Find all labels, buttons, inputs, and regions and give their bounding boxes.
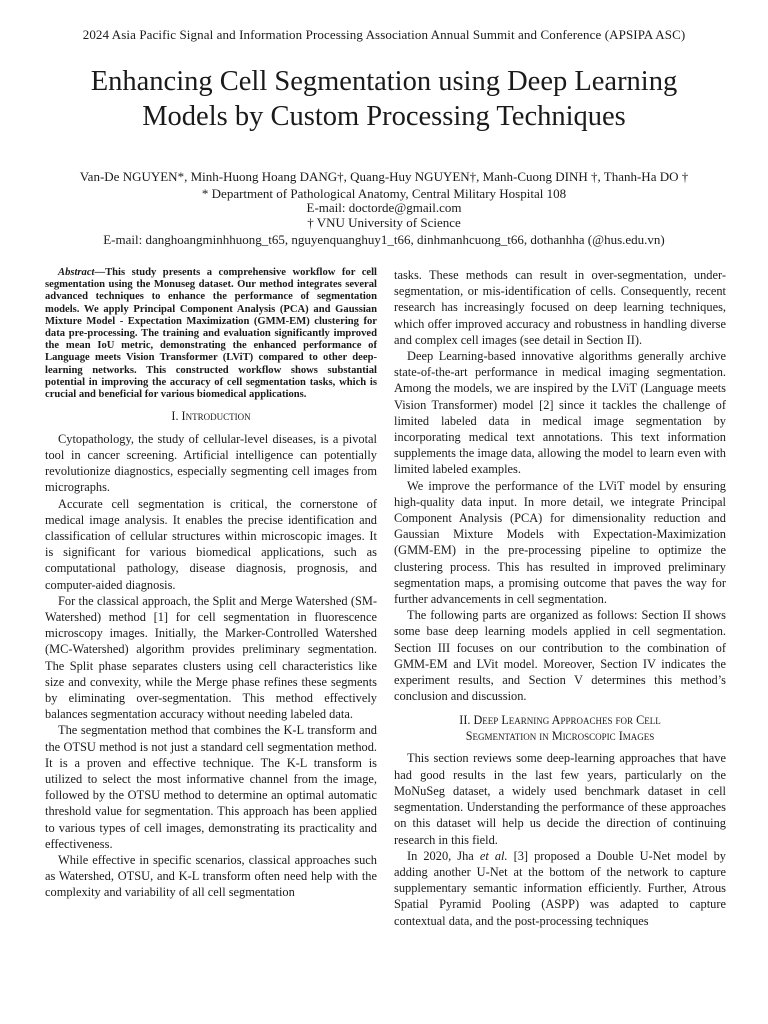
paper-title bbox=[40, 64, 728, 134]
intro-paragraph: We improve the performance of the LViT model by ensuring high-quality data input. In more detail, we integrate Principal Component Analysis (PCA) for dimensionality reduction and Gaussian Mixture Models with Expectation-Maximization (GMM-EM) in the pre-processing pipeline to optimize the clustering process. This has resulted in improved preliminary segmentation maps, a promising outcome that paves the way for further advancements in cell segmentation. bbox=[394, 478, 726, 607]
intro-paragraph-continued: tasks. These methods can result in over-segmentation, under-segmentation, or mis-identification of cells. Consequently, recent research has increasingly focused on deep learning techniques, which offer improved accuracy and robustness in handling diverse and complex cell images (see detail in Section II). bbox=[394, 268, 726, 347]
affiliation-2: † VNU University of Science bbox=[307, 215, 461, 230]
abstract-label: Abstract bbox=[58, 267, 95, 278]
section2-paragraph bbox=[394, 848, 726, 929]
intro-paragraph: The following parts are organized as follows: Section II shows some base deep learning models applied in cell segmentation. Section III focuses on our contribution to the combination of GMM-EM and LVit model. Moreover, Section IV indicates the experiment results, and Section V determines this method’s conclusion and discussion. bbox=[394, 608, 726, 704]
intro-paragraph: For the classical approach, the Split and Merge Watershed (SM-Watershed) method [1] for cell segmentation in fluorescence microscopy images. Initially, the Marker-Controlled Watershed (MC-Watershed) algorithm provides preliminary segmentation. The Split phase separates clusters using cell characteristics like size and convexity, while the Merge phase refines these segments by eliminating over-segmentation. This method effectively balances segmentation accuracy without needing labeled data. bbox=[45, 593, 377, 722]
intro-paragraph: Accurate cell segmentation is critical, the cornerstone of medical image analysis. It enables the precise identification and classification of cellular structures within microscopic images. It is significant for various biomedical applications, such as computational pathology, disease diagnosis, prognosis, and computer-aided diagnosis. bbox=[45, 496, 377, 592]
email-1: E-mail: doctorde@gmail.com bbox=[306, 200, 462, 215]
section-heading-deep-learning bbox=[394, 713, 726, 744]
section2-paragraph: This section reviews some deep-learning approaches that have had good results in the last few years, particularly on the MoNuSeg dataset, a widely used benchmark dataset in cell segmentation. Understanding the performance of these approaches on this dataset will help us decide the direction of continuing research in this field. bbox=[394, 751, 726, 847]
affiliation-1: * Department of Pathological Anatomy, Central Military Hospital 108 bbox=[201, 186, 567, 201]
intro-paragraph: Cytopathology, the study of cellular-level diseases, is a pivotal tool in cancer screening. Artificial intelligence can potentially revolutionize diagnostics, especially segmenting cell images from micrographs. bbox=[45, 431, 377, 495]
abstract bbox=[45, 267, 377, 401]
section-heading-line-2: Segmentation in Microscopic Images bbox=[465, 728, 655, 743]
title-line-1: Enhancing Cell Segmentation using Deep Learning bbox=[90, 66, 678, 97]
section-heading-line-1: II. Deep Learning Approaches for Cell bbox=[459, 713, 661, 728]
conference-header: 2024 Asia Pacific Signal and Information Processing Association Annual Summit and Conference (APSIPA ASC) bbox=[82, 27, 686, 42]
email-2: E-mail: danghoangminhhuong_t65, nguyenquanghuy1_t66, dinhmanhcuong_t66, dothanhha (@hus.edu.vn) bbox=[103, 232, 665, 247]
title-line-2: Models by Custom Processing Techniques bbox=[142, 101, 626, 132]
intro-paragraph: The segmentation method that combines the K-L transform and the OTSU method is not just a standard cell segmentation method. It is a proven and effective technique. The K-L transform is utilized to select the most informative channel from the image, followed by the OTSU method to determine an optimal automatic threshold value for segmentation. This approach has been applied to various types of cell images, demonstrating its practicality and effectiveness. bbox=[45, 723, 377, 851]
abstract-text: —This study presents a comprehensive workflow for cell segmentation using the Monuseg dataset. Our method integrates several advanced techniques to enhance the performance of segmentation models. We apply Principal Component Analysis (PCA) and Gaussian Mixture Model - Expectation Maximization (GMM-EM) clustering for data pre-processing. The training and evaluation significantly improved the mean IoU metric, demonstrating the enhanced performance of Language meets Vision Transformer (LViT) compared to other deep-learning networks. This constructed workflow shows substantial potential in improving the accuracy of cell segmentation tasks, which is crucial and beneficial for various biomedical applications. bbox=[45, 267, 377, 401]
right-column bbox=[394, 267, 726, 929]
left-column bbox=[45, 267, 377, 901]
section-heading-introduction: I. Introduction bbox=[171, 409, 251, 424]
p2-text-after: [3] proposed a Double U-Net model by adding another U-Net at the bottom of the network to capture supplementary semantic information efficiently. Further, Atrous Spatial Pyramid Pooling (ASPP) was adapted to capture contextual data, and the post-processing techniques bbox=[394, 848, 727, 928]
author-list: Van-De NGUYEN*, Minh-Huong Hoang DANG†, Quang-Huy NGUYEN†, Manh-Cuong DINH †, Thanh-Ha DO † bbox=[79, 169, 689, 184]
intro-paragraph: Deep Learning-based innovative algorithms generally archive state-of-the-art performance in medical imaging segmentation. Among the models, we are inspired by the LViT (Language meets Vision Transformer) model [2] since it tackles the challenge of limited labeled data in medical image segmentation by incorporating medical text annotations. This text information supplements the image data, allowing the model to learn even with limited labeled examples. bbox=[394, 349, 726, 477]
intro-paragraph: While effective in specific scenarios, classical approaches such as Watershed, OTSU, and K-L transform often need help with the complexity and variability of all cell segmentation bbox=[45, 853, 377, 900]
p2-text-before: In 2020, Jha bbox=[407, 848, 480, 863]
p2-et-al: et al. bbox=[479, 848, 508, 863]
